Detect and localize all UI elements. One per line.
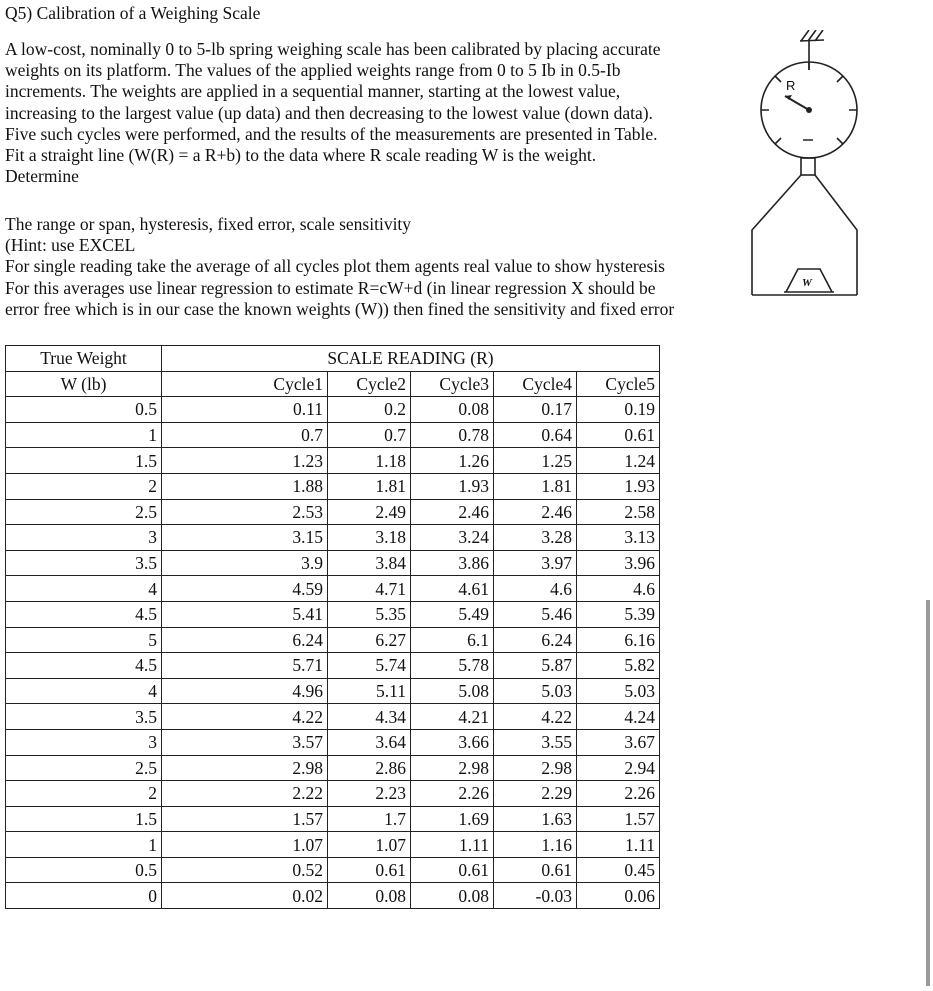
reading-cell: 4.96 <box>162 678 328 704</box>
reading-cell: 0.61 <box>577 422 660 448</box>
true-weight-cell: 0.5 <box>6 397 162 423</box>
header-cycle-1: Cycle1 <box>162 371 328 397</box>
reading-cell: 1.81 <box>494 473 577 499</box>
table-row <box>6 550 660 576</box>
reading-cell: 1.26 <box>411 448 494 474</box>
reading-cell: 5.78 <box>411 653 494 679</box>
true-weight-cell: 3.5 <box>6 550 162 576</box>
reading-cell: 2.98 <box>162 755 328 781</box>
table-row <box>6 857 660 883</box>
reading-cell: 1.7 <box>328 806 411 832</box>
true-weight-cell: 4 <box>6 576 162 602</box>
reading-cell: 0.61 <box>494 857 577 883</box>
reading-cell: 3.28 <box>494 525 577 551</box>
reading-cell: 3.86 <box>411 550 494 576</box>
true-weight-cell: 1.5 <box>6 448 162 474</box>
text-line: Determine <box>5 166 79 187</box>
true-weight-cell: 4.5 <box>6 601 162 627</box>
text-line: The range or span, hysteresis, fixed error, scale sensitivity <box>5 214 412 234</box>
text-line: A low-cost, nominally 0 to 5-lb spring weighing scale has been calibrated by placing accurate <box>5 39 661 59</box>
table-row <box>6 525 660 551</box>
reading-cell: 2.98 <box>411 755 494 781</box>
reading-cell: 0.08 <box>411 883 494 909</box>
reading-cell: 0.52 <box>162 857 328 883</box>
true-weight-cell: 3 <box>6 729 162 755</box>
true-weight-cell: 2.5 <box>6 499 162 525</box>
true-weight-cell: 4 <box>6 678 162 704</box>
reading-cell: 2.23 <box>328 781 411 807</box>
true-weight-cell: 1 <box>6 832 162 858</box>
reading-cell: 5.35 <box>328 601 411 627</box>
reading-cell: 0.7 <box>328 422 411 448</box>
reading-cell: 2.86 <box>328 755 411 781</box>
reading-cell: 4.34 <box>328 704 411 730</box>
reading-cell: 5.49 <box>411 601 494 627</box>
true-weight-cell: 2 <box>6 473 162 499</box>
reading-cell: 4.59 <box>162 576 328 602</box>
reading-cell: 0.61 <box>328 857 411 883</box>
reading-cell: 1.25 <box>494 448 577 474</box>
reading-cell: 5.82 <box>577 653 660 679</box>
text-line: error free which is in our case the known weights (W)) then fined the sensitivity and fixed error <box>5 298 675 319</box>
reading-cell: 3.84 <box>328 550 411 576</box>
text-line: (Hint: use EXCEL <box>5 235 136 256</box>
reading-cell: 3.18 <box>328 525 411 551</box>
true-weight-cell: 0.5 <box>6 857 162 883</box>
reading-cell: 0.64 <box>494 422 577 448</box>
reading-cell: 2.26 <box>577 781 660 807</box>
table-subheader-row <box>6 371 660 397</box>
table-row <box>6 704 660 730</box>
spring-scale-diagram <box>748 30 858 300</box>
reading-cell: 1.57 <box>577 806 660 832</box>
table-header-row <box>6 346 660 372</box>
reading-cell: 1.93 <box>577 473 660 499</box>
table-row <box>6 601 660 627</box>
calibration-table <box>5 345 660 909</box>
text-line: Five such cycles were performed, and the results of the measurements are presented in Table. <box>5 123 658 144</box>
reading-cell: 6.1 <box>411 627 494 653</box>
table-row <box>6 576 660 602</box>
reading-cell: 0.7 <box>162 422 328 448</box>
true-weight-cell: 2 <box>6 781 162 807</box>
reading-cell: 2.49 <box>328 499 411 525</box>
table-row <box>6 448 660 474</box>
reading-cell: 6.16 <box>577 627 660 653</box>
reading-cell: 3.13 <box>577 525 660 551</box>
reading-cell: 4.61 <box>411 576 494 602</box>
reading-cell: 3.9 <box>162 550 328 576</box>
true-weight-cell: 1 <box>6 422 162 448</box>
header-cycle-5: Cycle5 <box>577 371 660 397</box>
reading-cell: 6.27 <box>328 627 411 653</box>
spring-hook-icon <box>800 30 824 41</box>
question-title: Q5) Calibration of a Weighing Scale <box>5 3 261 23</box>
reading-cell: 0.02 <box>162 883 328 909</box>
reading-cell: 1.11 <box>411 832 494 858</box>
true-weight-cell: 0 <box>6 883 162 909</box>
reading-cell: 1.69 <box>411 806 494 832</box>
reading-cell: 4.24 <box>577 704 660 730</box>
problem-tasks <box>5 214 674 320</box>
reading-cell: 2.53 <box>162 499 328 525</box>
reading-cell: 0.17 <box>494 397 577 423</box>
reading-cell: 1.63 <box>494 806 577 832</box>
reading-cell: -0.03 <box>494 883 577 909</box>
text-line: For single reading take the average of all cycles plot them agents real value to show hysteresis <box>5 256 665 277</box>
reading-cell: 4.6 <box>577 576 660 602</box>
reading-cell: 3.55 <box>494 729 577 755</box>
reading-cell: 5.39 <box>577 601 660 627</box>
reading-cell: 1.16 <box>494 832 577 858</box>
reading-cell: 0.2 <box>328 397 411 423</box>
reading-cell: 1.93 <box>411 473 494 499</box>
reading-cell: 5.11 <box>328 678 411 704</box>
dial-label: R <box>786 78 796 93</box>
reading-cell: 2.58 <box>577 499 660 525</box>
reading-cell: 3.97 <box>494 550 577 576</box>
text-line: Fit a straight line (W(R) = a R+b) to the data where R scale reading W is the weight. <box>5 145 597 166</box>
reading-cell: 0.78 <box>411 422 494 448</box>
reading-cell: 2.46 <box>411 499 494 525</box>
reading-cell: 4.71 <box>328 576 411 602</box>
reading-cell: 1.24 <box>577 448 660 474</box>
reading-cell: 0.45 <box>577 857 660 883</box>
text-line: weights on its platform. The values of the applied weights range from 0 to 5 Ib in 0.5-Ib <box>5 60 621 81</box>
reading-cell: 0.11 <box>162 397 328 423</box>
reading-cell: 4.22 <box>494 704 577 730</box>
reading-cell: 3.24 <box>411 525 494 551</box>
reading-cell: 3.66 <box>411 729 494 755</box>
header-scale-reading: SCALE READING (R) <box>162 346 660 372</box>
table-row <box>6 499 660 525</box>
reading-cell: 2.29 <box>494 781 577 807</box>
true-weight-cell: 2.5 <box>6 755 162 781</box>
table-row <box>6 781 660 807</box>
true-weight-cell: 3.5 <box>6 704 162 730</box>
reading-cell: 1.57 <box>162 806 328 832</box>
reading-cell: 5.03 <box>577 678 660 704</box>
table-row <box>6 755 660 781</box>
table-row <box>6 678 660 704</box>
reading-cell: 1.18 <box>328 448 411 474</box>
reading-cell: 2.26 <box>411 781 494 807</box>
reading-cell: 4.22 <box>162 704 328 730</box>
header-true-weight: True Weight <box>6 346 162 372</box>
reading-cell: 1.11 <box>577 832 660 858</box>
reading-cell: 5.46 <box>494 601 577 627</box>
reading-cell: 2.22 <box>162 781 328 807</box>
reading-cell: 1.81 <box>328 473 411 499</box>
reading-cell: 6.24 <box>494 627 577 653</box>
table-row <box>6 627 660 653</box>
reading-cell: 3.67 <box>577 729 660 755</box>
reading-cell: 5.87 <box>494 653 577 679</box>
header-cycle-2: Cycle2 <box>328 371 411 397</box>
reading-cell: 1.07 <box>328 832 411 858</box>
text-line: increasing to the largest value (up data) and then decreasing to the lowest value (down data). <box>5 102 653 123</box>
scrollbar[interactable] <box>926 600 930 986</box>
true-weight-cell: 5 <box>6 627 162 653</box>
reading-cell: 2.94 <box>577 755 660 781</box>
reading-cell: 0.08 <box>328 883 411 909</box>
table-row <box>6 832 660 858</box>
text-line: increments. The weights are applied in a sequential manner, starting at the lowest value, <box>5 81 621 102</box>
reading-cell: 4.6 <box>494 576 577 602</box>
reading-cell: 3.64 <box>328 729 411 755</box>
reading-cell: 3.15 <box>162 525 328 551</box>
true-weight-cell: 1.5 <box>6 806 162 832</box>
table-row <box>6 806 660 832</box>
reading-cell: 1.23 <box>162 448 328 474</box>
table-row <box>6 653 660 679</box>
reading-cell: 1.88 <box>162 473 328 499</box>
table-row <box>6 883 660 909</box>
true-weight-cell: 3 <box>6 525 162 551</box>
reading-cell: 0.61 <box>411 857 494 883</box>
text-line: For this averages use linear regression to estimate R=cW+d (in linear regression X should be <box>5 277 656 298</box>
header-weight-unit: W (lb) <box>6 371 162 397</box>
table-row <box>6 397 660 423</box>
reading-cell: 5.74 <box>328 653 411 679</box>
table-row <box>6 473 660 499</box>
reading-cell: 5.03 <box>494 678 577 704</box>
problem-description <box>5 39 661 187</box>
reading-cell: 5.08 <box>411 678 494 704</box>
table-row <box>6 422 660 448</box>
reading-cell: 5.41 <box>162 601 328 627</box>
header-cycle-3: Cycle3 <box>411 371 494 397</box>
header-cycle-4: Cycle4 <box>494 371 577 397</box>
reading-cell: 2.46 <box>494 499 577 525</box>
true-weight-cell: 4.5 <box>6 653 162 679</box>
reading-cell: 1.07 <box>162 832 328 858</box>
weight-label: W <box>802 277 812 289</box>
reading-cell: 2.98 <box>494 755 577 781</box>
reading-cell: 6.24 <box>162 627 328 653</box>
reading-cell: 0.06 <box>577 883 660 909</box>
reading-cell: 3.57 <box>162 729 328 755</box>
reading-cell: 5.71 <box>162 653 328 679</box>
reading-cell: 3.96 <box>577 550 660 576</box>
reading-cell: 0.19 <box>577 397 660 423</box>
reading-cell: 0.08 <box>411 397 494 423</box>
reading-cell: 4.21 <box>411 704 494 730</box>
table-row <box>6 729 660 755</box>
